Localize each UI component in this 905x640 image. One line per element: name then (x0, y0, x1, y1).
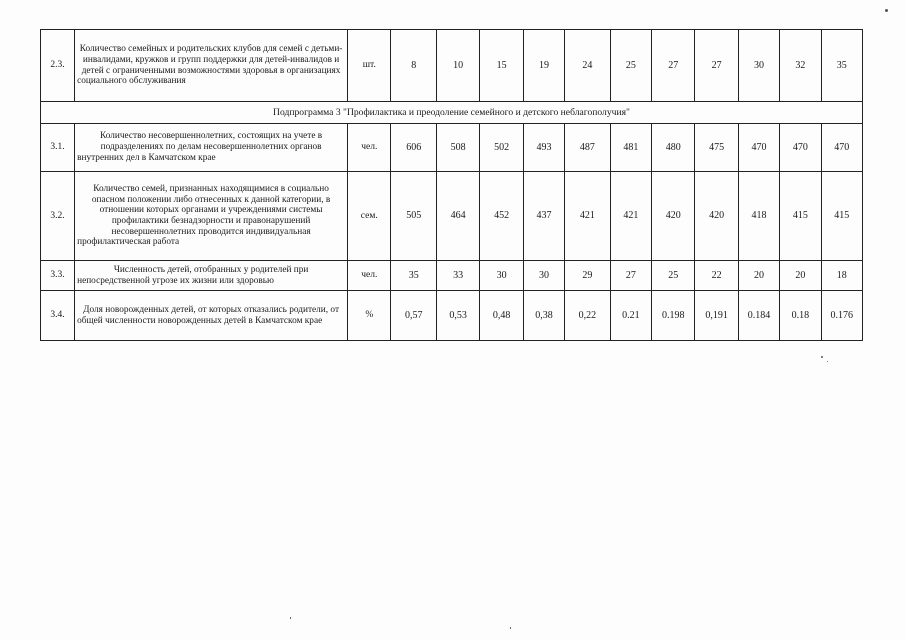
row-value: 420 (651, 172, 694, 261)
row-value: 18 (821, 261, 862, 291)
row-value: 10 (436, 30, 479, 102)
scan-speck (510, 627, 511, 629)
row-unit: шт. (348, 30, 391, 102)
section-title: Подпрограмма 3 "Профилактика и преодоление семейного и детского неблагополучия" (41, 102, 863, 124)
row-value: 470 (738, 124, 779, 172)
row-value: 475 (695, 124, 738, 172)
row-description: Количество семейных и родительских клубов для семей с детьми-инвалидами, кружков и групп поддержки для детей-инвалидов и детей с ограниченными возможностями здоровья в организациях социального обслуживания (75, 30, 348, 102)
section-header-row (41, 102, 863, 124)
row-value: 0,53 (436, 291, 479, 341)
row-description: Количество семей, признанных находящимися в социально опасном положении либо отнесенных к данной категории, в отношении которых органами и учреждениями системы профилактики безнадзорности и правонарушений несовершеннолетних проводится индивидуальная профилактическая работа (75, 172, 348, 261)
row-value: 505 (391, 172, 436, 261)
row-value: 0.184 (738, 291, 779, 341)
scan-speck (821, 356, 823, 358)
row-unit: % (348, 291, 391, 341)
row-value: 27 (651, 30, 694, 102)
row-description: Численность детей, отобранных у родителей при непосредственной угрозе их жизни или здоровью (75, 261, 348, 291)
row-value: 33 (436, 261, 479, 291)
row-unit: чел. (348, 124, 391, 172)
row-description: Количество несовершеннолетних, состоящих на учете в подразделениях по делам несовершеннолетних органов внутренних дел в Камчатском крае (75, 124, 348, 172)
row-value: 420 (695, 172, 738, 261)
row-value: 35 (821, 30, 862, 102)
row-value: 35 (391, 261, 436, 291)
row-value: 8 (391, 30, 436, 102)
row-value: 502 (480, 124, 523, 172)
row-value: 452 (480, 172, 523, 261)
row-value: 24 (565, 30, 610, 102)
row-value: 480 (651, 124, 694, 172)
row-number: 3.2. (41, 172, 75, 261)
row-value: 0,191 (695, 291, 738, 341)
row-number: 3.1. (41, 124, 75, 172)
row-value: 30 (523, 261, 564, 291)
scan-speck (827, 361, 828, 362)
row-value: 29 (565, 261, 610, 291)
row-value: 508 (436, 124, 479, 172)
row-number: 2.3. (41, 30, 75, 102)
row-value: 0,38 (523, 291, 564, 341)
row-value: 0,22 (565, 291, 610, 341)
row-value: 0,48 (480, 291, 523, 341)
row-unit: сем. (348, 172, 391, 261)
row-value: 27 (695, 30, 738, 102)
row-value: 481 (610, 124, 651, 172)
indicator-table (40, 29, 863, 341)
row-value: 470 (780, 124, 821, 172)
row-value: 19 (523, 30, 564, 102)
table-row (41, 30, 863, 102)
row-value: 25 (651, 261, 694, 291)
row-value: 0,57 (391, 291, 436, 341)
row-number: 3.4. (41, 291, 75, 341)
row-value: 437 (523, 172, 564, 261)
table-row (41, 261, 863, 291)
row-value: 15 (480, 30, 523, 102)
row-value: 32 (780, 30, 821, 102)
row-description: Доля новорожденных детей, от которых отказались родители, от общей численности новорожденных детей в Камчатском крае (75, 291, 348, 341)
table-row (41, 124, 863, 172)
row-value: 493 (523, 124, 564, 172)
row-value: 421 (565, 172, 610, 261)
row-number: 3.3. (41, 261, 75, 291)
table-row (41, 172, 863, 261)
indicator-table-body (41, 30, 863, 341)
row-value: 0.21 (610, 291, 651, 341)
row-value: 415 (821, 172, 862, 261)
row-value: 0.176 (821, 291, 862, 341)
row-value: 0.198 (651, 291, 694, 341)
row-value: 464 (436, 172, 479, 261)
row-value: 22 (695, 261, 738, 291)
row-value: 30 (738, 30, 779, 102)
row-value: 27 (610, 261, 651, 291)
row-value: 25 (610, 30, 651, 102)
row-value: 20 (780, 261, 821, 291)
row-value: 487 (565, 124, 610, 172)
row-value: 418 (738, 172, 779, 261)
row-value: 0.18 (780, 291, 821, 341)
row-value: 20 (738, 261, 779, 291)
row-value: 415 (780, 172, 821, 261)
row-value: 421 (610, 172, 651, 261)
scan-speck (290, 617, 291, 619)
scan-speck (885, 9, 888, 12)
row-value: 30 (480, 261, 523, 291)
row-unit: чел. (348, 261, 391, 291)
row-value: 606 (391, 124, 436, 172)
table-row (41, 291, 863, 341)
row-value: 470 (821, 124, 862, 172)
